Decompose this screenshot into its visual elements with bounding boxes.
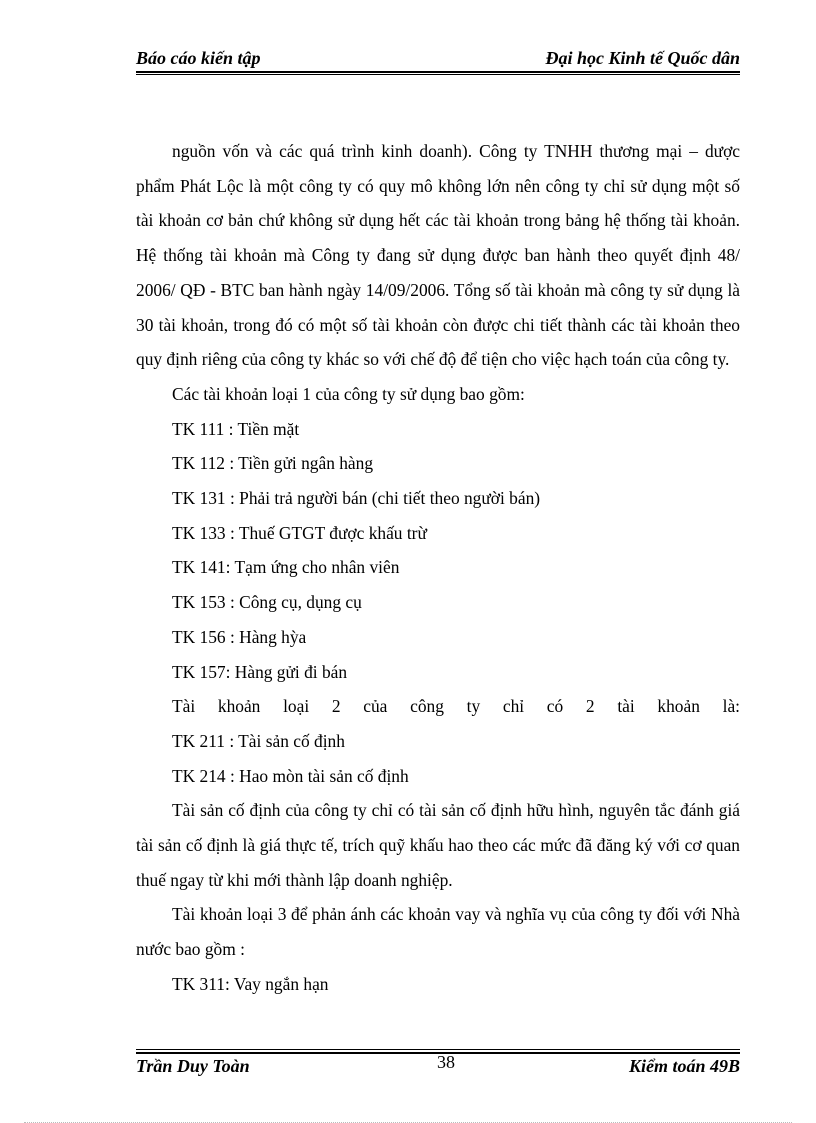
account-line: TK 141: Tạm ứng cho nhân viên bbox=[172, 557, 400, 578]
account-line: TK 157: Hàng gửi đi bán bbox=[172, 661, 348, 682]
type2-intro: Tài khoản loại 2 của công ty chỉ có 2 tài khoản là: bbox=[172, 696, 740, 717]
account-line: TK 214 : Hao mòn tài sản cố định bbox=[172, 765, 409, 786]
header-university: Đại học Kinh tế Quốc dân bbox=[545, 48, 740, 68]
footer-author: Trần Duy Toàn bbox=[136, 1056, 250, 1076]
account-line: TK 153 : Công cụ, dụng cụ bbox=[172, 592, 362, 613]
header-rule bbox=[136, 71, 740, 73]
page-header bbox=[136, 48, 740, 70]
paragraph-account-system: nguồn vốn và các quá trình kinh doanh). Công ty TNHH thương mại – dược phẩm Phát Lộc là một công ty có quy mô không lớn nên công ty chỉ sử dụng một số tài khoản cơ bản chứ không sử dụng hết các tài khoản trong bảng hệ thống tài khoản. Hệ thống tài khoản mà Công ty đang sử dụng được ban hành theo quyết định 48/ 2006/ QĐ - BTC ban hành ngày 14/09/2006. Tổng số tài khoản mà công ty sử dụng là 30 tài khoản, trong đó có một số tài khoản còn được chi tiết thành các tài khoản theo quy định riêng của công ty khác so với chế độ để tiện cho việc hạch toán của công ty. bbox=[136, 141, 740, 370]
account-line: TK 111 : Tiền mặt bbox=[172, 418, 300, 439]
page-number: 38 bbox=[437, 1052, 455, 1072]
account-line: TK 131 : Phải trả người bán (chi tiết theo người bán) bbox=[172, 488, 541, 509]
account-line: TK 311: Vay ngắn hạn bbox=[172, 973, 329, 994]
header-rule-thin bbox=[136, 74, 740, 75]
account-line: TK 133 : Thuế GTGT được khấu trừ bbox=[172, 522, 427, 543]
footer-class: Kiểm toán 49B bbox=[628, 1056, 740, 1076]
page-footer bbox=[136, 1054, 740, 1078]
account-line: TK 156 : Hàng hỳa bbox=[172, 626, 307, 647]
account-line: TK 112 : Tiền gửi ngân hàng bbox=[172, 453, 374, 474]
footer-rule-thin bbox=[136, 1049, 740, 1050]
page-body bbox=[136, 134, 740, 1002]
type1-intro: Các tài khoản loại 1 của công ty sử dụng bao gồm: bbox=[172, 383, 525, 404]
paragraph-fixed-assets: Tài sản cố định của công ty chỉ có tài sản cố định hữu hình, nguyên tắc đánh giá tài sản cố định là giá thực tế, trích quỹ khấu hao theo các mức đã đăng ký với cơ quan thuế ngay từ khi mới thành lập doanh nghiệp. bbox=[136, 800, 740, 890]
header-report-title: Báo cáo kiến tập bbox=[136, 48, 261, 68]
paragraph-type3-intro: Tài khoản loại 3 để phản ánh các khoản vay và nghĩa vụ của công ty đối với Nhà nước bao gồm : bbox=[136, 904, 740, 960]
account-line: TK 211 : Tài sản cố định bbox=[172, 730, 345, 751]
